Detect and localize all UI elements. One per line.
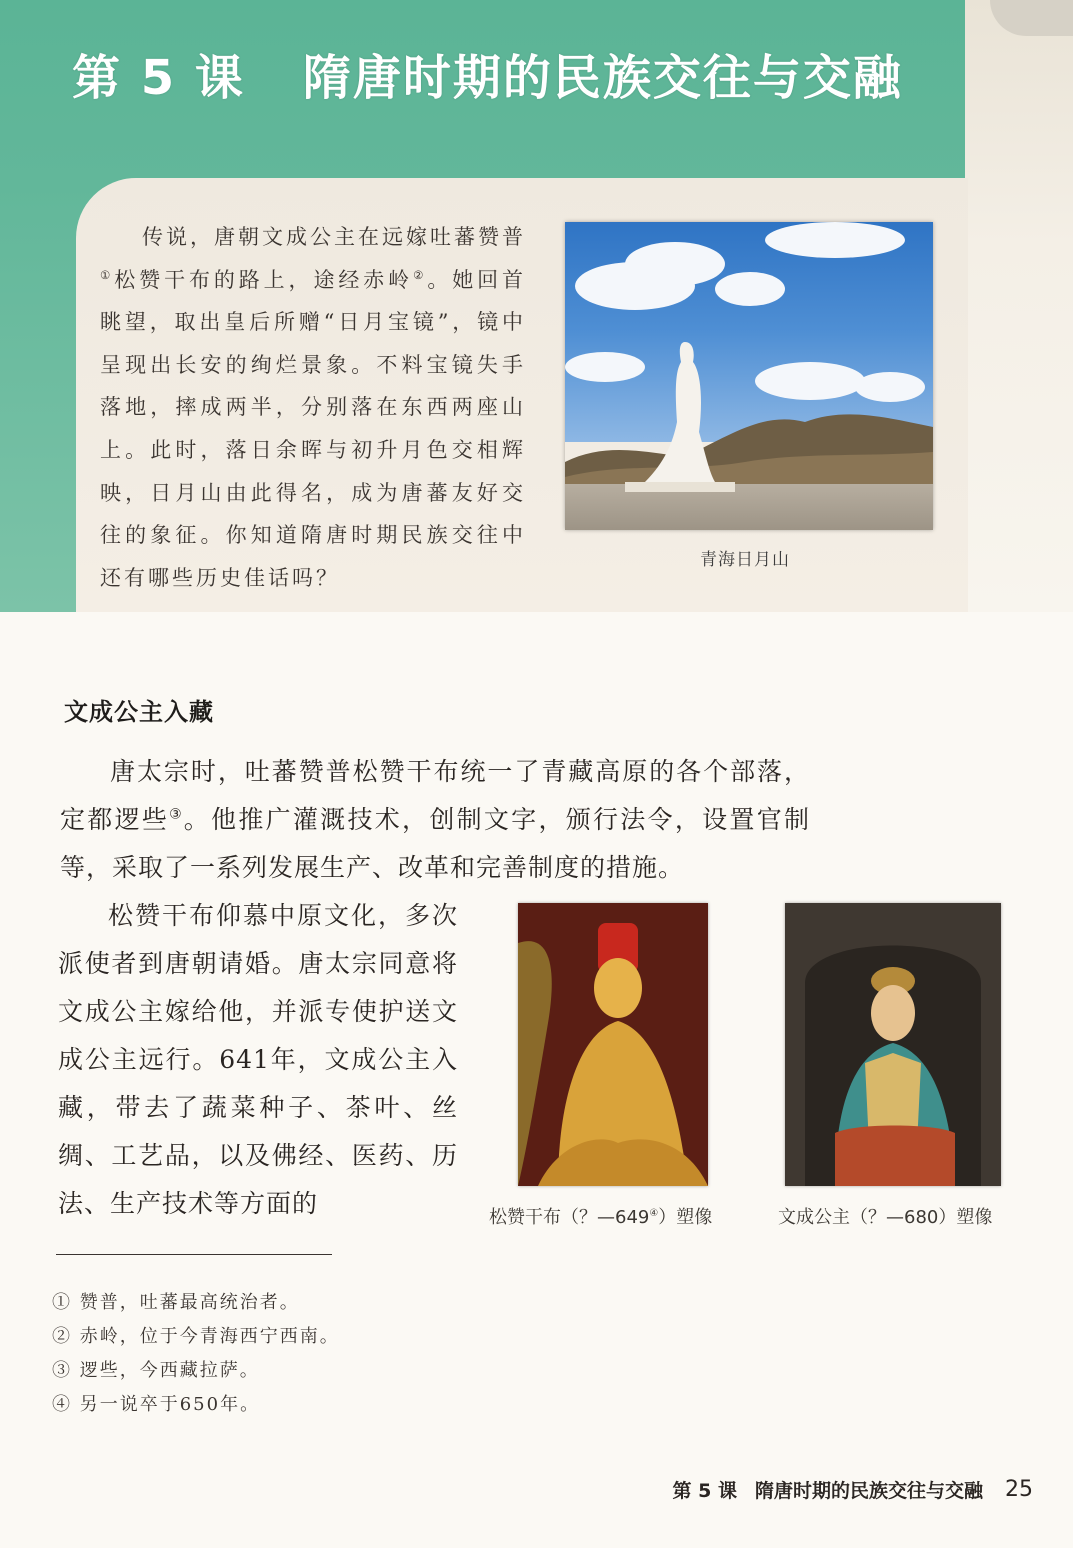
- footnote-ref-4: ④: [649, 1208, 659, 1219]
- footnote-item: ③ 逻些，今西藏拉萨。: [52, 1360, 260, 1381]
- footnote-item: ② 赤岭，位于今青海西宁西南。: [52, 1326, 340, 1347]
- footnote-ref-2: ②: [413, 267, 428, 282]
- page-number: 25: [1005, 1477, 1033, 1502]
- footnote-item: ① 赞普，吐蕃最高统治者。: [52, 1292, 300, 1313]
- lesson-title: [72, 38, 903, 108]
- paragraph-2: 松赞干布仰慕中原文化，多次派使者到唐朝请婚。唐太宗同意将文成公主嫁给他，并派专使护送文成公主远行。641年，文成公主入藏，带去了蔬菜种子、茶叶、丝绸、工艺品，以及佛经、医药、历法、生产技术等方面的: [58, 901, 458, 1218]
- footnote-item: ④ 另一说卒于650年。: [52, 1394, 261, 1415]
- songtsen-gampo-statue-photo: [518, 903, 708, 1186]
- princess-wencheng-statue-photo: [785, 903, 1001, 1186]
- lesson-name: 隋唐时期的民族交往与交融: [302, 49, 903, 106]
- page-footer: [673, 1476, 1033, 1503]
- sun-moon-mountain-photo: [565, 222, 933, 530]
- princess-wencheng-caption: 文成公主（？—680）塑像: [778, 1207, 993, 1228]
- footer-lesson: 第 5 课: [672, 1480, 737, 1502]
- footnote-ref-1: ①: [100, 267, 115, 282]
- songtsen-gampo-caption: 松赞干布（？—649④）塑像: [489, 1207, 713, 1228]
- statue-monument: [625, 332, 735, 492]
- footnote-ref-3: ③: [169, 806, 184, 823]
- paragraph-1: 唐太宗时，吐蕃赞普松赞干布统一了青藏高原的各个部落，定都逻些③。他推广灌溉技术，创制文字，颁行法令，设置官制等，采取了一系列发展生产、改革和完善制度的措施。: [60, 757, 810, 882]
- footnotes: [52, 1286, 552, 1422]
- footnote-divider: [56, 1254, 332, 1255]
- header-margin: [965, 0, 1073, 612]
- intro-text: 传说，唐朝文成公主在远嫁吐蕃赞普①松赞干布的路上，途经赤岭②。她回首眺望，取出皇后所赠“日月宝镜”，镜中呈现出长安的绚烂景象。不料宝镜失手落地，摔成两半，分别落在东西两座山上。此时，落日余晖与初升月色交相辉映，日月山由此得名，成为唐蕃友好交往的象征。你知道隋唐时期民族交往中还有哪些历史佳话吗？: [100, 225, 527, 590]
- section-heading: 文成公主入藏: [64, 698, 214, 726]
- footer-title: 隋唐时期的民族交往与交融: [754, 1480, 983, 1502]
- lesson-number: 第 5 课: [72, 49, 245, 106]
- photo-caption: 青海日月山: [700, 550, 790, 570]
